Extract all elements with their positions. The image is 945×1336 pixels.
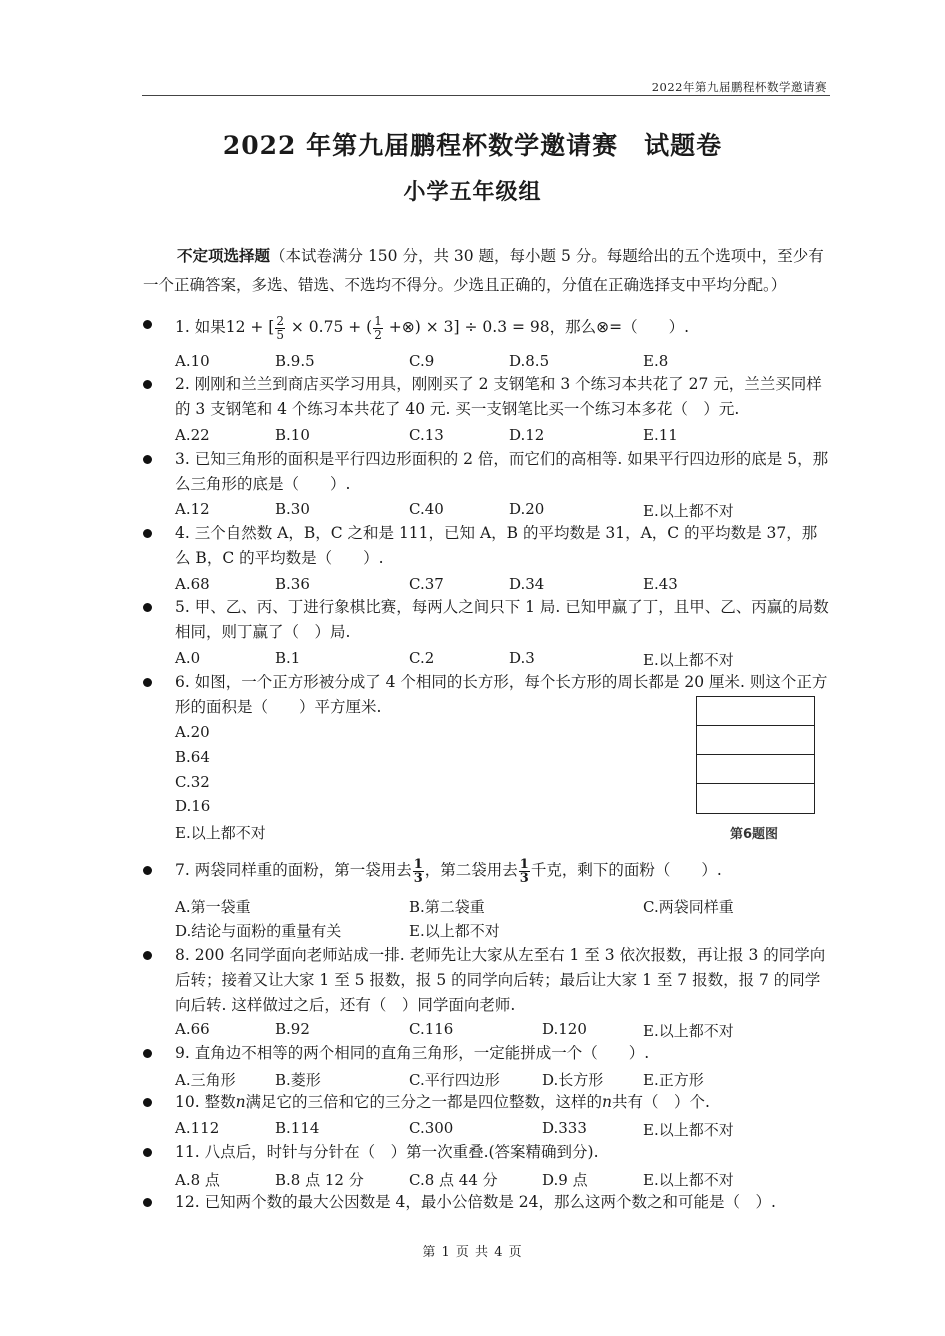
q1-mid3: ) × 3] ÷ 0.3 = 98，那么: [414, 318, 597, 336]
q1-suffix: =（ ）.: [609, 318, 690, 336]
q9-option-c: C.平行四边形: [409, 1071, 500, 1089]
q3-option-c: C.40: [409, 500, 444, 518]
q6-option-d: D.16: [175, 797, 211, 815]
bullet-icon: [143, 380, 152, 389]
q8-option-b: B.92: [275, 1020, 310, 1038]
figure-rectangle: [697, 755, 814, 784]
q1-fraction-a: [275, 315, 285, 342]
bullet-icon: [143, 1049, 152, 1058]
q1-frac-b-den: 2: [374, 327, 382, 342]
question-2: 2. 刚刚和兰兰到商店买学习用具，刚刚买了 2 支钢笔和 3 个练习本共花了 27 元，兰兰买同样的 3 支钢笔和 4 个练习本共花了 40 元. 买一支钢笔比买一个练习本多花（ ）元.: [175, 375, 822, 418]
q4-option-c: C.37: [409, 575, 444, 593]
q8-option-c: C.116: [409, 1020, 454, 1038]
q7-option-e: E.以上都不对: [409, 922, 500, 940]
q7-fraction-b: [519, 858, 530, 885]
q5-option-b: B.1: [275, 649, 301, 667]
bullet-icon: [143, 1198, 152, 1207]
q8-option-a: A.66: [175, 1020, 210, 1038]
q7-prefix: 7. 两袋同样重的面粉，第一袋用去: [175, 861, 412, 879]
q2-option-e: E.11: [643, 426, 678, 444]
question-10: 10. 整数𝑛满足它的三倍和它的三分之一都是四位整数，这样的𝑛共有（ ）个.: [175, 1093, 710, 1111]
q1-mid1: × 0.75 + (: [285, 318, 373, 336]
q3-option-b: B.30: [275, 500, 310, 518]
question-9: 9. 直角边不相等的两个相同的直角三角形，一定能拼成一个（ ）.: [175, 1044, 650, 1062]
question-8: 8. 200 名同学面向老师站成一排. 老师先让大家从左至右 1 至 3 依次报数，再让报 3 的同学向后转；接着又让大家 1 至 5 报数，报 5 的同学向后转；最后让大家 1 至 7 报数，报 7 的同学向后转. 这样做过之后，还有（ ）同学面向老师.: [175, 946, 826, 1014]
q6-figure-caption: 第6题图: [730, 827, 779, 842]
q6-option-b: B.64: [175, 748, 210, 766]
bullet-icon: [143, 678, 152, 687]
q2-option-a: A.22: [175, 426, 210, 444]
instructions-text: （本试卷满分 150 分，共 30 题，每小题 5 分。每题给出的五个选项中，至少有一个正确答案，多选、错选、不选均不得分。少选且正确的，分值在正确选择支中平均分配。）: [143, 247, 824, 294]
q11-option-c: C.8 点 44 分: [409, 1171, 498, 1189]
q1-fraction-b: [373, 315, 383, 342]
bullet-icon: [143, 951, 152, 960]
q9-option-a: A.三角形: [175, 1071, 236, 1089]
q11-option-e: E.以上都不对: [643, 1171, 734, 1189]
q4-option-b: B.36: [275, 575, 310, 593]
running-header: 2022年第九届鹏程杯数学邀请赛: [651, 80, 827, 94]
q2-option-d: D.12: [509, 426, 545, 444]
question-11: 11. 八点后，时针与分针在（ ）第一次重叠.(答案精确到分).: [175, 1143, 599, 1161]
question-6: 6. 如图，一个正方形被分成了 4 个相同的长方形，每个长方形的周长都是 20 厘米. 则这个正方形的面积是（ ）平方厘米.: [175, 673, 828, 716]
q7-option-d: D.结论与面粉的重量有关: [175, 922, 342, 940]
q10-option-a: A.112: [175, 1119, 220, 1137]
q4-option-e: E.43: [643, 575, 678, 593]
q7-option-b: B.第二袋重: [409, 898, 485, 916]
q6-option-a: A.20: [175, 723, 210, 741]
q7-option-a: A.第一袋重: [175, 898, 251, 916]
q7-suffix: 千克，剩下的面粉（ ）.: [530, 861, 722, 879]
q1-option-c: C.9: [409, 352, 435, 370]
bullet-icon: [143, 1098, 152, 1107]
q1-mid2: +: [383, 318, 402, 336]
q5-option-a: A.0: [175, 649, 201, 667]
q1-option-d: D.8.5: [509, 352, 550, 370]
q2-option-b: B.10: [275, 426, 310, 444]
q11-option-a: A.8 点: [175, 1171, 220, 1189]
otimes-symbol: ⊗: [401, 318, 415, 336]
q3-option-d: D.20: [509, 500, 545, 518]
q7-frac-b-den: 3: [519, 870, 529, 886]
header-rule: [142, 95, 830, 96]
question-3: 3. 已知三角形的面积是平行四边形面积的 2 倍，而它们的高相等. 如果平行四边形的底是 5，那么三角形的底是（ ）.: [175, 450, 829, 493]
figure-rectangle: [697, 784, 814, 813]
q1-frac-b-num: 1: [374, 313, 382, 328]
q7-mid: ，第二袋用去: [424, 861, 518, 879]
instructions: [143, 241, 833, 300]
bullet-icon: [143, 529, 152, 538]
q4-option-a: A.68: [175, 575, 210, 593]
page-number: 第 1 页 共 4 页: [422, 1245, 523, 1260]
q1-option-b: B.9.5: [275, 352, 315, 370]
q7-fraction-a: [413, 858, 424, 885]
instructions-label: 不定项选择题: [177, 246, 271, 265]
bullet-icon: [143, 320, 152, 329]
q1-prefix: 1. 如果12 + [: [175, 318, 275, 336]
q10-option-b: B.114: [275, 1119, 320, 1137]
q8-option-e: E.以上都不对: [643, 1022, 734, 1040]
q6-figure-square: [696, 696, 815, 814]
q1-frac-a-num: 2: [276, 313, 284, 328]
q7-frac-b-num: 1: [519, 856, 529, 872]
q3-option-a: A.12: [175, 500, 210, 518]
figure-rectangle: [697, 726, 814, 755]
q1-option-a: A.10: [175, 352, 210, 370]
question-4: 4. 三个自然数 A，B，C 之和是 111，已知 A，B 的平均数是 31，A，C 的平均数是 37，那么 B，C 的平均数是（ ）.: [175, 524, 818, 567]
q11-option-d: D.9 点: [542, 1171, 588, 1189]
page-subtitle: 小学五年级组: [403, 179, 542, 205]
q8-option-d: D.120: [542, 1020, 587, 1038]
question-1: [175, 309, 830, 345]
q9-option-d: D.长方形: [542, 1071, 604, 1089]
figure-rectangle: [697, 697, 814, 726]
q9-option-e: E.正方形: [643, 1071, 704, 1089]
question-5: 5. 甲、乙、丙、丁进行象棋比赛，每两人之间只下 1 局. 已知甲赢了丁，且甲、乙、丙赢的局数相同，则丁赢了（ ）局.: [175, 598, 829, 641]
q7-frac-a-den: 3: [413, 870, 423, 886]
q1-option-e: E.8: [643, 352, 669, 370]
question-12: 12. 已知两个数的最大公因数是 4，最小公倍数是 24，那么这两个数之和可能是（ ）.: [175, 1193, 776, 1211]
q11-option-b: B.8 点 12 分: [275, 1171, 364, 1189]
q10-option-c: C.300: [409, 1119, 454, 1137]
q2-option-c: C.13: [409, 426, 444, 444]
otimes-symbol-2: ⊗: [596, 318, 610, 336]
q5-option-e: E.以上都不对: [643, 651, 734, 669]
bullet-icon: [143, 1148, 152, 1157]
bullet-icon: [143, 866, 152, 875]
q3-option-e: E.以上都不对: [643, 502, 734, 520]
q10-option-d: D.333: [542, 1119, 587, 1137]
q4-option-d: D.34: [509, 575, 545, 593]
q6-option-e: E.以上都不对: [175, 824, 266, 842]
bullet-icon: [143, 603, 152, 612]
bullet-icon: [143, 455, 152, 464]
q1-frac-a-den: 5: [276, 327, 284, 342]
q6-option-c: C.32: [175, 773, 210, 791]
q5-option-c: C.2: [409, 649, 435, 667]
q9-option-b: B.菱形: [275, 1071, 321, 1089]
q7-frac-a-num: 1: [413, 856, 423, 872]
page-title: 2022 年第九届鹏程杯数学邀请赛 试题卷: [222, 131, 723, 160]
question-7: [175, 851, 830, 889]
q10-option-e: E.以上都不对: [643, 1121, 734, 1139]
q7-option-c: C.两袋同样重: [643, 898, 734, 916]
q5-option-d: D.3: [509, 649, 535, 667]
